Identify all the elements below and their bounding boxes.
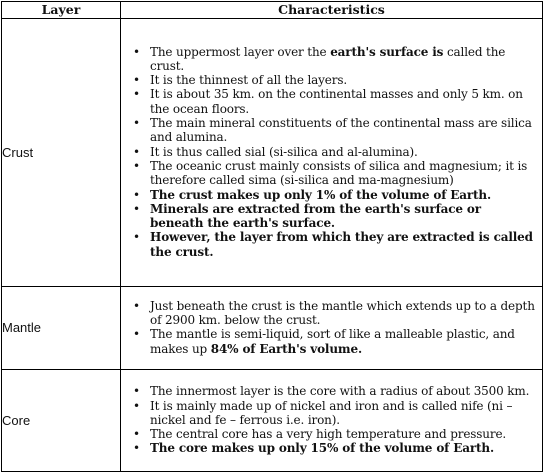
bold-text: The crust makes up only 1% of the volume of Earth.	[150, 187, 492, 202]
characteristic-item	[121, 399, 542, 428]
layer-name-cell: Crust	[2, 19, 121, 287]
characteristic-item	[121, 45, 542, 74]
text: It is about 35 km. on the continental masses and only 5 km. on the ocean floors.	[150, 87, 523, 116]
earth-layers-table	[1, 1, 543, 472]
bold-text: Minerals are extracted from the earth's surface or beneath the earth's surface.	[150, 201, 481, 231]
characteristic-item	[121, 427, 542, 441]
characteristic-item	[121, 384, 542, 398]
characteristic-item	[121, 327, 542, 356]
text: The mantle is semi-liquid, sort of like a malleable plastic, and makes up	[150, 327, 515, 356]
header-layer: Layer	[2, 2, 121, 19]
layer-name-cell: Core	[2, 369, 121, 471]
characteristic-item	[121, 441, 542, 455]
characteristics-cell	[121, 286, 543, 369]
characteristics-list	[121, 299, 542, 356]
characteristic-item	[121, 145, 542, 159]
characteristic-item	[121, 188, 542, 202]
characteristic-item	[121, 299, 542, 328]
text: The oceanic crust mainly consists of silica and magnesium; it is therefore called sima (si-silica and ma-magnesium)	[150, 158, 528, 188]
text: The innermost layer is the core with a radius of about 3500 km.	[150, 384, 530, 399]
text: The central core has a very high temperature and pressure.	[150, 427, 507, 442]
table-row-crust	[2, 19, 543, 287]
characteristic-item	[121, 116, 542, 145]
text: called the crust.	[150, 44, 506, 73]
text: The main mineral constituents of the continental mass are silica and alumina.	[150, 116, 532, 145]
text: The uppermost layer over the	[150, 44, 331, 59]
table-row-core	[2, 369, 543, 471]
header-characteristics: Characteristics	[121, 2, 543, 19]
characteristic-item	[121, 73, 542, 87]
characteristics-cell	[121, 19, 543, 287]
characteristics-list	[121, 45, 542, 259]
layer-name-cell: Mantle	[2, 286, 121, 369]
text: It is thus called sial (si-silica and al-alumina).	[150, 144, 418, 159]
bold-text: earth's surface is	[330, 44, 444, 59]
bold-text: However, the layer from which they are extracted is called the crust.	[150, 230, 533, 259]
characteristic-item	[121, 230, 542, 259]
characteristic-item	[121, 202, 542, 231]
text: It is the thinnest of all the layers.	[150, 73, 348, 88]
table-row-mantle	[2, 286, 543, 369]
characteristic-item	[121, 159, 542, 188]
characteristics-cell	[121, 369, 543, 471]
text: Just beneath the crust is the mantle which extends up to a depth of 2900 km. below the crust.	[150, 298, 535, 327]
characteristics-list	[121, 384, 542, 455]
header-row	[2, 2, 543, 19]
characteristic-item	[121, 87, 542, 116]
bold-text: The core makes up only 15% of the volume of Earth.	[150, 441, 495, 456]
bold-text: 84% of Earth's volume.	[210, 341, 362, 356]
text: It is mainly made up of nickel and iron and is called nife (ni – nickel and fe – ferrous i.e. iron).	[150, 398, 513, 427]
